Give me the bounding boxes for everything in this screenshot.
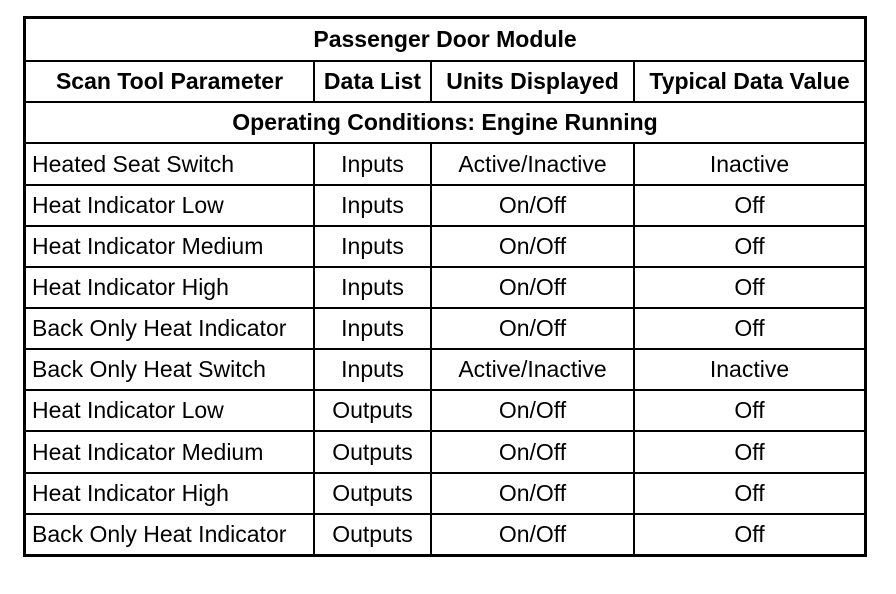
table-row	[26, 514, 864, 554]
row-typical-value: Inactive	[634, 349, 864, 390]
row-typical-value: Inactive	[634, 143, 864, 184]
table-title-row	[26, 19, 864, 61]
table-row	[26, 226, 864, 267]
row-parameter: Heated Seat Switch	[26, 143, 314, 184]
table-title: Passenger Door Module	[26, 19, 864, 61]
row-units: Active/Inactive	[431, 143, 634, 184]
row-typical-value: Off	[634, 185, 864, 226]
row-typical-value: Off	[634, 514, 864, 554]
row-typical-value: Off	[634, 473, 864, 514]
row-data-list: Outputs	[314, 431, 431, 472]
column-header-typical-data-value: Typical Data Value	[634, 61, 864, 102]
row-data-list: Outputs	[314, 473, 431, 514]
row-data-list: Inputs	[314, 267, 431, 308]
row-typical-value: Off	[634, 390, 864, 431]
row-units: On/Off	[431, 431, 634, 472]
scan-tool-data-table	[26, 19, 864, 554]
row-parameter: Heat Indicator Low	[26, 185, 314, 226]
row-typical-value: Off	[634, 226, 864, 267]
table-row	[26, 431, 864, 472]
table-row	[26, 267, 864, 308]
column-header-units-displayed: Units Displayed	[431, 61, 634, 102]
row-units: On/Off	[431, 267, 634, 308]
table-row	[26, 349, 864, 390]
row-data-list: Inputs	[314, 226, 431, 267]
table-row	[26, 308, 864, 349]
operating-conditions-row	[26, 102, 864, 143]
column-header-scan-tool-parameter: Scan Tool Parameter	[26, 61, 314, 102]
column-header-data-list: Data List	[314, 61, 431, 102]
row-parameter: Heat Indicator Medium	[26, 431, 314, 472]
table-row	[26, 390, 864, 431]
row-data-list: Inputs	[314, 143, 431, 184]
row-parameter: Back Only Heat Indicator	[26, 514, 314, 554]
row-parameter: Heat Indicator High	[26, 473, 314, 514]
operating-conditions-label: Operating Conditions: Engine Running	[26, 102, 864, 143]
row-units: On/Off	[431, 185, 634, 226]
row-parameter: Back Only Heat Switch	[26, 349, 314, 390]
row-parameter: Heat Indicator Low	[26, 390, 314, 431]
row-data-list: Inputs	[314, 308, 431, 349]
row-units: On/Off	[431, 390, 634, 431]
row-typical-value: Off	[634, 267, 864, 308]
table-body	[26, 19, 864, 554]
table-row	[26, 473, 864, 514]
row-parameter: Heat Indicator Medium	[26, 226, 314, 267]
row-units: On/Off	[431, 308, 634, 349]
row-data-list: Inputs	[314, 185, 431, 226]
row-data-list: Outputs	[314, 514, 431, 554]
row-data-list: Outputs	[314, 390, 431, 431]
row-units: On/Off	[431, 514, 634, 554]
table-row	[26, 185, 864, 226]
row-units: On/Off	[431, 473, 634, 514]
row-units: Active/Inactive	[431, 349, 634, 390]
column-header-row	[26, 61, 864, 102]
row-typical-value: Off	[634, 431, 864, 472]
row-parameter: Back Only Heat Indicator	[26, 308, 314, 349]
row-typical-value: Off	[634, 308, 864, 349]
row-parameter: Heat Indicator High	[26, 267, 314, 308]
row-units: On/Off	[431, 226, 634, 267]
row-data-list: Inputs	[314, 349, 431, 390]
table-row	[26, 143, 864, 184]
data-table-frame	[23, 16, 867, 557]
